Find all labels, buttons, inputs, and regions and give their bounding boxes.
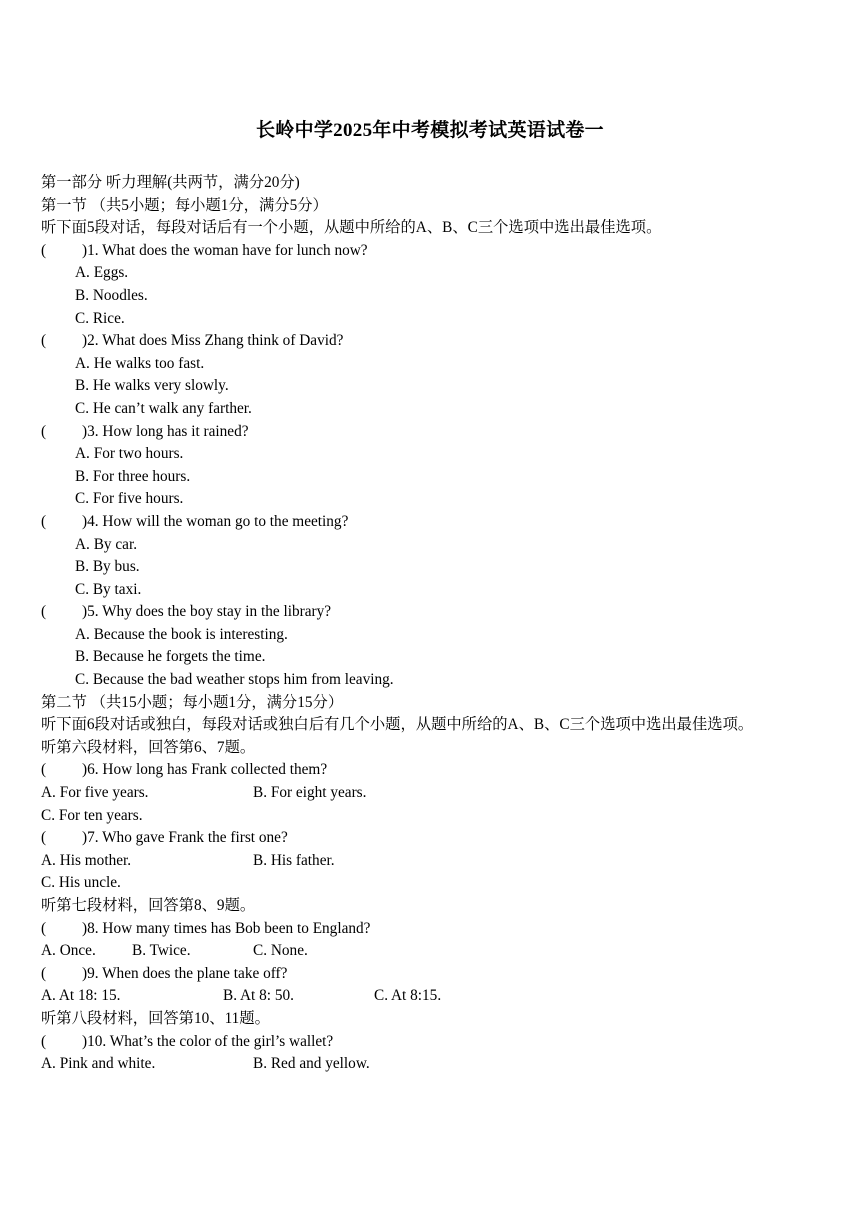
option-a: A. By car. <box>75 535 138 553</box>
option-c: C. For ten years. <box>41 806 143 824</box>
option-a: A. He walks too fast. <box>75 354 205 372</box>
exam-content <box>41 172 821 1076</box>
answer-blank: ( <box>41 1032 47 1050</box>
question-stem: )10. What’s the color of the girl’s wallet? <box>82 1032 334 1050</box>
question-stem: )2. What does Miss Zhang think of David? <box>82 332 344 350</box>
option-b: B. By bus. <box>75 558 140 576</box>
question-9 <box>41 963 821 986</box>
section1-instruction: 听下面5段对话，每段对话后有一个小题，从题中所给的A、B、C三个选项中选出最佳选项。 <box>41 219 662 237</box>
question-stem: )1. What does the woman have for lunch now? <box>82 241 368 259</box>
answer-blank: ( <box>41 512 47 530</box>
answer-blank: ( <box>41 332 47 350</box>
question-stem: )6. How long has Frank collected them? <box>82 761 328 779</box>
question-stem: )7. Who gave Frank the first one? <box>82 829 288 847</box>
option-b: B. His father. <box>253 851 335 869</box>
option-c: C. None. <box>253 942 308 960</box>
section1-heading: 第一节 （共5小题；每小题1分，满分5分） <box>41 196 328 214</box>
option-b: B. Red and yellow. <box>253 1055 370 1073</box>
option-c: C. At 8:15. <box>374 987 442 1005</box>
question-2 <box>41 330 821 353</box>
option-c: C. Because the bad weather stops him from leaving. <box>75 671 394 689</box>
part1-heading: 第一部分 听力理解(共两节，满分20分) <box>41 174 300 191</box>
question-3 <box>41 421 821 444</box>
option-b: B. For eight years. <box>253 784 367 802</box>
option-b: B. He walks very slowly. <box>75 377 229 395</box>
answer-blank: ( <box>41 241 47 259</box>
material-8-heading: 听第八段材料，回答第10、11题。 <box>41 1009 270 1027</box>
material-7-heading: 听第七段材料，回答第8、9题。 <box>41 897 256 914</box>
option-a: A. Pink and white. <box>41 1055 156 1073</box>
answer-blank: ( <box>41 422 47 440</box>
question-stem: )5. Why does the boy stay in the library? <box>82 603 332 621</box>
options-row <box>41 940 821 963</box>
section2-heading: 第二节 （共15小题；每小题1分，满分15分） <box>41 693 344 711</box>
options-row <box>41 782 821 805</box>
section2-instruction: 听下面6段对话或独白，每段对话或独白后有几个小题，从题中所给的A、B、C三个选项中选出最佳选项。 <box>41 716 754 734</box>
options-row <box>41 850 821 873</box>
question-6 <box>41 759 821 782</box>
answer-blank: ( <box>41 964 47 982</box>
question-stem: )4. How will the woman go to the meeting? <box>82 512 349 530</box>
options-row <box>41 1053 821 1076</box>
answer-blank: ( <box>41 761 47 779</box>
option-a: A. His mother. <box>41 851 132 869</box>
option-a: A. Once. <box>41 942 96 960</box>
options-row <box>41 985 821 1008</box>
option-b: B. Noodles. <box>75 286 148 304</box>
option-b: B. Because he forgets the time. <box>75 648 266 666</box>
question-4 <box>41 511 821 534</box>
option-a: A. At 18: 15. <box>41 987 121 1005</box>
question-stem: )8. How many times has Bob been to England? <box>82 919 371 937</box>
option-c: C. He can’t walk any farther. <box>75 399 252 417</box>
option-c: C. His uncle. <box>41 874 121 892</box>
question-8 <box>41 918 821 941</box>
answer-blank: ( <box>41 603 47 621</box>
question-7 <box>41 827 821 850</box>
option-c: C. Rice. <box>75 309 125 327</box>
question-stem: )9. When does the plane take off? <box>82 964 288 982</box>
material-6-heading: 听第六段材料，回答第6、7题。 <box>41 738 256 756</box>
question-stem: )3. How long has it rained? <box>82 422 249 440</box>
question-5 <box>41 601 821 624</box>
option-a: A. For five years. <box>41 784 149 802</box>
option-a: A. Because the book is interesting. <box>75 625 288 643</box>
option-c: C. For five hours. <box>75 490 184 508</box>
exam-title: 长岭中学2025年中考模拟考试英语试卷一 <box>255 120 604 141</box>
option-a: A. Eggs. <box>75 264 129 282</box>
question-1 <box>41 240 821 263</box>
option-b: B. For three hours. <box>75 467 191 485</box>
option-b: B. At 8: 50. <box>223 987 294 1005</box>
option-b: B. Twice. <box>132 942 191 960</box>
answer-blank: ( <box>41 829 47 847</box>
option-a: A. For two hours. <box>75 445 184 463</box>
answer-blank: ( <box>41 919 47 937</box>
question-10 <box>41 1031 821 1054</box>
option-c: C. By taxi. <box>75 580 142 598</box>
